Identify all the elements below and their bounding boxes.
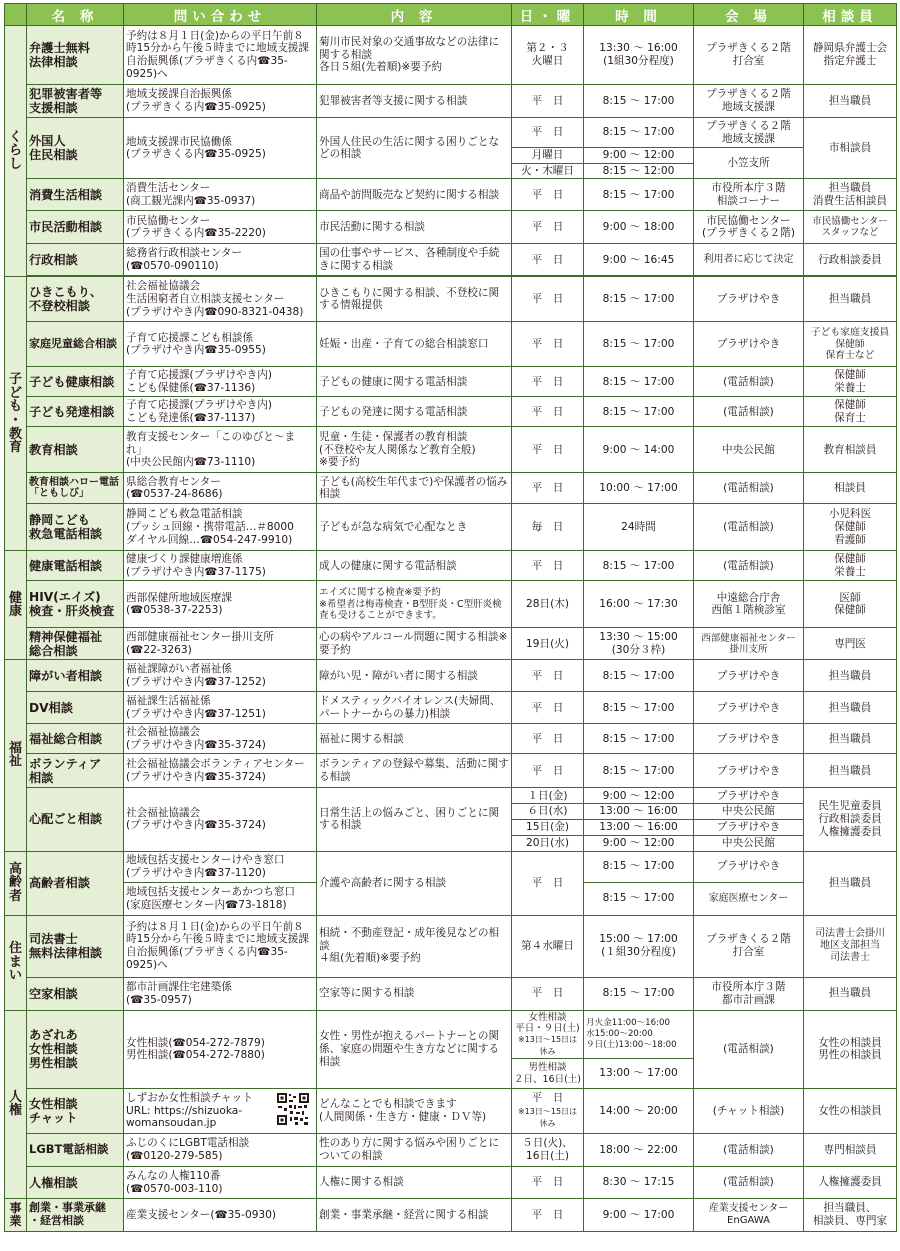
category-koreisha: 高 齢 者 <box>5 851 27 915</box>
row-name: あざれあ 女性相談 男性相談 <box>27 1010 124 1089</box>
row-venue: 中央公民館 <box>694 427 804 473</box>
category-jinken: 人 権 <box>5 1010 27 1199</box>
row-staff: 担当職員、 相談員、専門家 <box>804 1199 897 1232</box>
row-time: 13:00 ～ 16:00 <box>584 820 694 836</box>
row-venue: 市民協働センター (プラザきくる２階) <box>694 211 804 244</box>
table-row <box>5 211 897 244</box>
row-venue: 中遠総合庁舎 西館１階検診室 <box>694 581 804 628</box>
row-day: 平 日 <box>512 211 584 244</box>
row-inquiry: 消費生活センター (商工観光課内☎35-0937) <box>124 179 317 211</box>
table-row <box>5 754 897 788</box>
row-time: 9:00 ～ 16:45 <box>584 244 694 276</box>
row-name: 司法書士 無料法律相談 <box>27 915 124 977</box>
row-day: 15日(金) <box>512 820 584 836</box>
row-staff: 民生児童委員 行政相談委員 人権擁護委員 <box>804 788 897 851</box>
row-staff: 市民協働センター スタッフなど <box>804 211 897 244</box>
row-inquiry <box>124 1089 317 1134</box>
table-row <box>5 322 897 367</box>
row-content: 福祉に関する相談 <box>317 724 512 754</box>
row-content: 子ども(高校生年代まで)や保護者の悩み相談 <box>317 473 512 504</box>
row-staff: 人権擁護委員 <box>804 1167 897 1199</box>
row-venue: 家庭医療センター <box>694 882 804 915</box>
header-staff: 相談員 <box>804 4 897 26</box>
row-day: 平 日 <box>512 1199 584 1232</box>
row-name: 外国人 住民相談 <box>27 118 124 179</box>
row-time: 8:15 ～ 17:00 <box>584 551 694 581</box>
row-time: 8:15 ～ 17:00 <box>584 85 694 118</box>
row-name: 弁護士無料 法律相談 <box>27 26 124 85</box>
row-day: 平 日 <box>512 1167 584 1199</box>
row-staff: 担当職員 <box>804 754 897 788</box>
row-staff: 担当職員 <box>804 724 897 754</box>
row-inquiry: 子育て応援課(プラザけやき内) こども保健係(☎37-1136) <box>124 367 317 397</box>
header-venue: 会 場 <box>694 4 804 26</box>
row-venue: 西部健康福祉センター 掛川支所 <box>694 628 804 660</box>
row-content: どんなことでも相談できます (人間関係・生き方・健康・ＤＶ等) <box>317 1089 512 1134</box>
row-time: 8:15 ～ 17:00 <box>584 977 694 1010</box>
row-staff: 保健師 保育士 <box>804 397 897 427</box>
row-day: 平 日 <box>512 724 584 754</box>
row-name: 教育相談 <box>27 427 124 473</box>
row-day: 第４水曜日 <box>512 915 584 977</box>
table-row <box>5 1199 897 1232</box>
table-row <box>5 915 897 977</box>
row-day: 男性相談 ２日、16日(土) <box>512 1059 584 1089</box>
row-name: 高齢者相談 <box>27 851 124 915</box>
row-day: 平 日 <box>512 85 584 118</box>
row-inquiry: 社会福祉協議会 (プラザけやき内☎35-3724) <box>124 724 317 754</box>
row-staff: 女性の相談員 <box>804 1089 897 1134</box>
row-name: 行政相談 <box>27 244 124 276</box>
category-kodomo: 子 ど も ・ 教 育 <box>5 277 27 551</box>
row-content: 空家等に関する相談 <box>317 977 512 1010</box>
row-day <box>512 1089 584 1134</box>
row-staff: 静岡県弁護士会 指定弁護士 <box>804 26 897 85</box>
row-time: 9:00 ～ 14:00 <box>584 427 694 473</box>
row-time: 13:30 ～ 16:00 (1組30分程度) <box>584 26 694 85</box>
table-row <box>5 473 897 504</box>
row-name: 心配ごと相談 <box>27 788 124 851</box>
row-content: 菊川市民対象の交通事故などの法律に関する相談 各日５組(先着順)※要予約 <box>317 26 512 85</box>
row-time: 18:00 ～ 22:00 <box>584 1134 694 1167</box>
row-inquiry: 西部保健所地域医療課 (☎0538-37-2253) <box>124 581 317 628</box>
table-row <box>5 1089 897 1134</box>
row-day-note: ※13日～15日は休み <box>517 1106 578 1129</box>
header-content: 内 容 <box>317 4 512 26</box>
row-venue: プラザきくる２階 地域支援課 <box>694 118 804 148</box>
row-staff: 専門医 <box>804 628 897 660</box>
row-inquiry: 地域支援課市民協働係 (プラザきくる内☎35-0925) <box>124 118 317 179</box>
row-inquiry: 子育て応援課(プラザけやき内) こども発達係(☎37-1137) <box>124 397 317 427</box>
row-time: 8:15 ～ 12:00 <box>584 163 694 179</box>
row-name: 創業・事業承継 ・経営相談 <box>27 1199 124 1232</box>
row-time: 8:15 ～ 17:00 <box>584 118 694 148</box>
row-time: 9:00 ～ 12:00 <box>584 835 694 851</box>
row-inquiry: 社会福祉協議会 (プラザけやき内☎35-3724) <box>124 788 317 851</box>
table-row <box>5 851 897 882</box>
row-day: 月曜日 <box>512 148 584 164</box>
row-inquiry: 社会福祉協議会ボランティアセンター (プラザけやき内☎35-3724) <box>124 754 317 788</box>
row-inquiry: 地域包括支援センターあかつち窓口 (家庭医療センター内☎73-1818) <box>124 882 317 915</box>
row-content: ボランティアの登録や募集、活動に関する相談 <box>317 754 512 788</box>
row-content: 児童・生徒・保護者の教育相談 (不登校や友人関係など教育全般) ※要予約 <box>317 427 512 473</box>
row-staff: 市相談員 <box>804 118 897 179</box>
row-content: 障がい児・障がい者に関する相談 <box>317 660 512 692</box>
row-content: エイズに関する検査※要予約 ※希望者は梅毒検査・B型肝炎・C型肝炎検査も受けることができます。 <box>317 581 512 628</box>
row-name: HIV(エイズ) 検査・肝炎検査 <box>27 581 124 628</box>
row-name: 犯罪被害者等 支援相談 <box>27 85 124 118</box>
row-time: 8:15 ～ 17:00 <box>584 179 694 211</box>
table-row <box>5 692 897 724</box>
row-day: 平 日 <box>512 473 584 504</box>
row-content: 人権に関する相談 <box>317 1167 512 1199</box>
row-time: 8:30 ～ 17:15 <box>584 1167 694 1199</box>
row-content: 心の病やアルコール問題に関する相談※要予約 <box>317 628 512 660</box>
table-row <box>5 788 897 804</box>
row-staff: 担当職員 <box>804 851 897 915</box>
row-time: 14:00 ～ 20:00 <box>584 1089 694 1134</box>
row-time: 8:15 ～ 17:00 <box>584 322 694 367</box>
row-time: 8:15 ～ 17:00 <box>584 277 694 322</box>
row-venue: (電話相談) <box>694 1134 804 1167</box>
row-time: 15:00 ～ 17:00 (１組30分程度) <box>584 915 694 977</box>
table-row <box>5 85 897 118</box>
row-time: 13:00 ～ 16:00 <box>584 804 694 820</box>
row-content: 犯罪被害者等支援に関する相談 <box>317 85 512 118</box>
table-row <box>5 724 897 754</box>
row-venue: プラザけやき <box>694 754 804 788</box>
row-time: 9:00 ～ 17:00 <box>584 1199 694 1232</box>
row-venue: プラザけやき <box>694 660 804 692</box>
row-day: 第２・３ 火曜日 <box>512 26 584 85</box>
row-staff: 医師 保健師 <box>804 581 897 628</box>
row-name: 市民活動相談 <box>27 211 124 244</box>
row-inquiry: 静岡こども救急電話相談 (プッシュ回線・携帯電話…＃8000 ダイヤル回線…☎054-247-9910) <box>124 504 317 551</box>
row-content: 日常生活上の悩みごと、困りごとに関する相談 <box>317 788 512 851</box>
row-venue: プラザけやき <box>694 788 804 804</box>
row-content: 相続・不動産登記・成年後見などの相談 ４組(先着順)※要予約 <box>317 915 512 977</box>
row-staff: 行政相談委員 <box>804 244 897 276</box>
row-day: 平 日 <box>512 367 584 397</box>
row-staff: 担当職員 <box>804 692 897 724</box>
row-venue: (電話相談) <box>694 1010 804 1089</box>
table-row <box>5 367 897 397</box>
row-day: 平 日 <box>512 551 584 581</box>
header-name: 名 称 <box>27 4 124 26</box>
header-row <box>5 4 897 26</box>
category-sumai: 住 ま い <box>5 915 27 1010</box>
row-venue: プラザけやき <box>694 851 804 882</box>
row-venue: (電話相談) <box>694 1167 804 1199</box>
row-inquiry: 女性相談(☎054-272-7879) 男性相談(☎054-272-7880) <box>124 1010 317 1089</box>
row-venue: プラザけやき <box>694 277 804 322</box>
table-row <box>5 551 897 581</box>
row-venue: (電話相談) <box>694 473 804 504</box>
row-time: 8:15 ～ 17:00 <box>584 851 694 882</box>
row-venue: 小笠支所 <box>694 148 804 179</box>
row-time: 9:00 ～ 18:00 <box>584 211 694 244</box>
table-row <box>5 277 897 322</box>
row-day: 平 日 <box>512 179 584 211</box>
row-venue: プラザけやき <box>694 322 804 367</box>
row-day: 平 日 <box>512 277 584 322</box>
row-content: 市民活動に関する相談 <box>317 211 512 244</box>
row-inquiry: 予約は８月１日(金)からの平日午前８時15分から午後５時までに地域支援課自治振興係(プラザきくる内☎35-0925)へ <box>124 915 317 977</box>
row-name: 消費生活相談 <box>27 179 124 211</box>
row-day: 平 日 <box>512 427 584 473</box>
row-name: 精神保健福祉 総合相談 <box>27 628 124 660</box>
table-row <box>5 427 897 473</box>
row-day: 毎 日 <box>512 504 584 551</box>
row-venue: (チャット相談) <box>694 1089 804 1134</box>
row-day: 平 日 <box>512 754 584 788</box>
row-name: 人権相談 <box>27 1167 124 1199</box>
row-staff: 担当職員 <box>804 85 897 118</box>
row-inquiry: 地域支援課自治振興係 (プラザきくる内☎35-0925) <box>124 85 317 118</box>
row-time: 13:00 ～ 17:00 <box>584 1059 694 1089</box>
row-name: 健康電話相談 <box>27 551 124 581</box>
row-day: 平 日 <box>512 118 584 148</box>
row-day: 28日(木) <box>512 581 584 628</box>
row-content: 妊娠・出産・子育ての総合相談窓口 <box>317 322 512 367</box>
row-inquiry: 地域包括支援センターけやき窓口 (プラザけやき内☎37-1120) <box>124 851 317 882</box>
row-content: 外国人住民の生活に関する困りごとなどの相談 <box>317 118 512 179</box>
row-staff: 小児科医 保健師 看護師 <box>804 504 897 551</box>
table-row <box>5 118 897 148</box>
row-time: 24時間 <box>584 504 694 551</box>
row-venue: 市役所本庁３階 都市計画課 <box>694 977 804 1010</box>
row-staff: 専門相談員 <box>804 1134 897 1167</box>
row-inquiry: 総務省行政相談センター (☎0570-090110) <box>124 244 317 276</box>
row-venue: 産業支援センター EnGAWA <box>694 1199 804 1232</box>
row-name: ひきこもり、 不登校相談 <box>27 277 124 322</box>
row-staff: 担当職員 <box>804 277 897 322</box>
row-venue: プラザきくる２階 打合室 <box>694 915 804 977</box>
row-name: 家庭児童総合相談 <box>27 322 124 367</box>
row-day: 平 日 <box>512 977 584 1010</box>
row-time: 16:00 ～ 17:30 <box>584 581 694 628</box>
row-time: 8:15 ～ 17:00 <box>584 692 694 724</box>
row-time: 8:15 ～ 17:00 <box>584 367 694 397</box>
row-time: 8:15 ～ 17:00 <box>584 397 694 427</box>
row-inquiry: 西部健康福祉センター掛川支所 (☎22-3263) <box>124 628 317 660</box>
header-inquiry: 問い合わせ <box>124 4 317 26</box>
row-venue: プラザけやき <box>694 724 804 754</box>
row-inquiry: 県総合教育センター (☎0537-24-8686) <box>124 473 317 504</box>
table-row <box>5 581 897 628</box>
row-inquiry: ふじのくにLGBT電話相談 (☎0120-279-585) <box>124 1134 317 1167</box>
row-content: 国の仕事やサービス、各種制度や手続きに関する相談 <box>317 244 512 276</box>
row-day: 平 日 <box>512 322 584 367</box>
row-staff: 教育相談員 <box>804 427 897 473</box>
row-name: 女性相談 チャット <box>27 1089 124 1134</box>
row-content: 性のあり方に関する悩みや困りごとについての相談 <box>317 1134 512 1167</box>
row-staff: 担当職員 <box>804 660 897 692</box>
row-name: 福祉総合相談 <box>27 724 124 754</box>
row-name: 教育相談ハロー電話 「ともしび」 <box>27 473 124 504</box>
row-content: 創業・事業承継・経営に関する相談 <box>317 1199 512 1232</box>
row-content: 子どもが急な病気で心配なとき <box>317 504 512 551</box>
table-row <box>5 628 897 660</box>
row-venue: プラザきくる２階 打合室 <box>694 26 804 85</box>
row-name: 静岡こども 救急電話相談 <box>27 504 124 551</box>
row-inquiry: 教育支援センター「このゆびと～まれ」 (中央公民館内☎73-1110) <box>124 427 317 473</box>
row-inquiry: 健康づくり課健康増進係 (プラザけやき内☎37-1175) <box>124 551 317 581</box>
row-content: ひきこもりに関する相談、不登校に関する情報提供 <box>317 277 512 322</box>
row-venue: プラザけやき <box>694 820 804 836</box>
header-day: 日・曜 <box>512 4 584 26</box>
row-inquiry: 産業支援センター(☎35-0930) <box>124 1199 317 1232</box>
row-venue: (電話相談) <box>694 504 804 551</box>
category-jigyo: 事 業 <box>5 1199 27 1232</box>
table-row <box>5 977 897 1010</box>
row-staff: 担当職員 <box>804 977 897 1010</box>
row-day: ５日(火)、 16日(土) <box>512 1134 584 1167</box>
row-name: 子ども健康相談 <box>27 367 124 397</box>
category-kenko: 健 康 <box>5 551 27 660</box>
header-time: 時 間 <box>584 4 694 26</box>
consultation-schedule <box>4 3 896 1232</box>
row-inquiry: 予約は８月１日(金)からの平日午前８時15分から午後５時までに地域支援課自治振興係(プラザきくる内☎35-0925)へ <box>124 26 317 85</box>
row-venue: 中央公民館 <box>694 804 804 820</box>
row-day: ６日(水) <box>512 804 584 820</box>
row-inquiry: 福祉課生活福祉係 (プラザけやき内☎37-1251) <box>124 692 317 724</box>
table-row <box>5 660 897 692</box>
row-time: 13:30 ～ 15:00 (30分３枠) <box>584 628 694 660</box>
row-time: 8:15 ～ 17:00 <box>584 882 694 915</box>
row-name: 空家相談 <box>27 977 124 1010</box>
row-venue: 中央公民館 <box>694 835 804 851</box>
row-venue: (電話相談) <box>694 397 804 427</box>
row-day: 火・木曜日 <box>512 163 584 179</box>
row-day: 平 日 <box>512 660 584 692</box>
row-day: 平 日 <box>512 244 584 276</box>
table-row <box>5 397 897 427</box>
row-content: 子どもの発達に関する電話相談 <box>317 397 512 427</box>
row-staff: 女性の相談員 男性の相談員 <box>804 1010 897 1089</box>
table-row <box>5 1134 897 1167</box>
row-inquiry: 都市計画課住宅建築係 (☎35-0957) <box>124 977 317 1010</box>
table-row <box>5 1010 897 1059</box>
header-category <box>5 4 27 26</box>
row-time: 月火金11:00～16:00 水15:00～20:00 ９日(土)13:00～18:00 <box>584 1010 694 1059</box>
row-name: LGBT電話相談 <box>27 1134 124 1167</box>
row-name: DV相談 <box>27 692 124 724</box>
row-day-text: 女性相談 平日・９日(土) <box>515 1011 580 1034</box>
row-inquiry: みんなの人権110番 (☎0570-003-110) <box>124 1167 317 1199</box>
row-inquiry: 子育て応援課こども相談係 (プラザけやき内☎35-0955) <box>124 322 317 367</box>
row-name: ボランティア 相談 <box>27 754 124 788</box>
row-staff: 司法書士会掛川 地区支部担当 司法書士 <box>804 915 897 977</box>
table-row <box>5 26 897 85</box>
category-kurashi: く ら し <box>5 26 27 277</box>
row-day: 19日(火) <box>512 628 584 660</box>
row-time: 8:15 ～ 17:00 <box>584 754 694 788</box>
row-content: 女性・男性が抱えるパートナーとの関係、家庭の問題や生き方などに関する相談 <box>317 1010 512 1089</box>
row-staff: 保健師 栄養士 <box>804 551 897 581</box>
row-time: 9:00 ～ 12:00 <box>584 788 694 804</box>
row-content: ドメスティックバイオレンス(夫婦間、パートナーからの暴力)相談 <box>317 692 512 724</box>
row-time: 8:15 ～ 17:00 <box>584 724 694 754</box>
row-content: 子どもの健康に関する電話相談 <box>317 367 512 397</box>
row-inquiry: 福祉課障がい者福祉係 (プラザけやき内☎37-1252) <box>124 660 317 692</box>
row-staff: 相談員 <box>804 473 897 504</box>
row-time: 9:00 ～ 12:00 <box>584 148 694 164</box>
row-staff: 担当職員 消費生活相談員 <box>804 179 897 211</box>
row-day: 平 日 <box>512 397 584 427</box>
row-content: 商品や訪問販売など契約に関する相談 <box>317 179 512 211</box>
row-content: 介護や高齢者に関する相談 <box>317 851 512 915</box>
consultation-table <box>4 3 897 1232</box>
row-staff: 保健師 栄養士 <box>804 367 897 397</box>
row-staff: 子ども家庭支援員 保健師 保育士など <box>804 322 897 367</box>
row-venue: 市役所本庁３階 相談コーナー <box>694 179 804 211</box>
row-name: 障がい者相談 <box>27 660 124 692</box>
row-venue: プラザきくる２階 地域支援課 <box>694 85 804 118</box>
row-day-note: ※13日～15日は休み <box>517 1035 578 1056</box>
row-content: 成人の健康に関する電話相談 <box>317 551 512 581</box>
table-row <box>5 179 897 211</box>
row-inquiry: 市民協働センター (プラザきくる内☎35-2220) <box>124 211 317 244</box>
row-venue: 利用者に応じて決定 <box>694 244 804 276</box>
row-day-text: 平 日 <box>531 1092 564 1105</box>
row-time: 10:00 ～ 17:00 <box>584 473 694 504</box>
row-day: 平 日 <box>512 692 584 724</box>
row-day <box>512 1010 584 1059</box>
category-fukushi: 福 祉 <box>5 660 27 851</box>
table-row <box>5 1167 897 1199</box>
row-inquiry: 社会福祉協議会 生活困窮者自立相談支援センター (プラザけやき内☎090-8321-0438) <box>124 277 317 322</box>
row-day: 平 日 <box>512 851 584 915</box>
row-venue: (電話相談) <box>694 551 804 581</box>
table-row <box>5 504 897 551</box>
row-day: 20日(水) <box>512 835 584 851</box>
table-row <box>5 244 897 276</box>
qr-code-icon[interactable] <box>276 1092 310 1126</box>
row-venue: プラザけやき <box>694 692 804 724</box>
row-venue: (電話相談) <box>694 367 804 397</box>
row-time: 8:15 ～ 17:00 <box>584 660 694 692</box>
row-name: 子ども発達相談 <box>27 397 124 427</box>
row-day: １日(金) <box>512 788 584 804</box>
row-inquiry-text: しずおか女性相談チャット URL: https://shizuoka-womansoudan.jp <box>126 1092 253 1130</box>
